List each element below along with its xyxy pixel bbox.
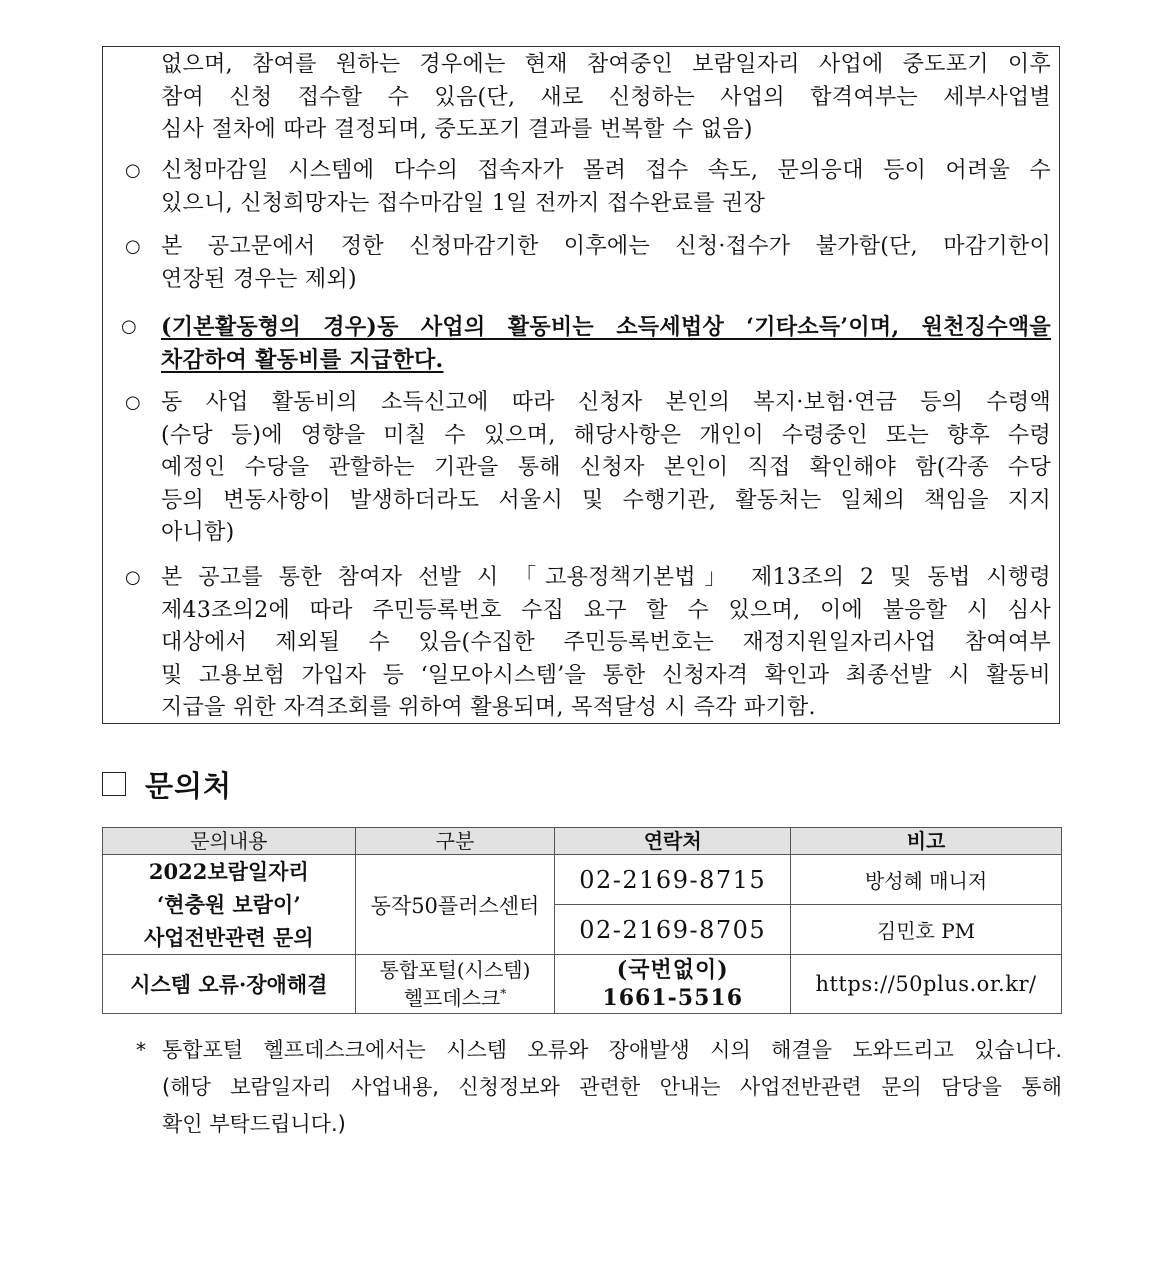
column-header-inquiry: 문의내용 [103,828,356,855]
notice-line: 본 공고를 통한 참여자 선발 시 「고용정책기본법」 제13조의 2 및 동법 시행령 [161,565,1051,590]
contact-table [102,827,1062,1014]
notice-line: 등의 변동사항이 발생하더라도 서울시 및 수행기관, 활동처는 일체의 책임을 지지 [161,487,1051,513]
footnote [136,1032,1066,1143]
notice-line: 동 사업 활동비의 소득신고에 따라 신청자 본인의 복지·보험·연금 등의 수령액 [161,390,1051,415]
inquiry-line: 2022보람일자리 [148,859,309,884]
phone-cell[interactable] [555,955,791,1014]
circle-bullet-icon: ○ [125,567,142,588]
notice-paragraph-deadline-policy [103,231,1061,296]
category-line [356,984,555,1012]
notice-line: 참여 신청 접수할 수 있음(단, 새로 신청하는 사업의 합격여부는 세부사업별 [161,84,1051,110]
website-link[interactable]: https://50plus.or.kr/ [791,955,1062,1014]
note-cell: 방성혜 매니저 [791,855,1062,905]
column-header-note: 비고 [791,828,1062,855]
notice-paragraph-deadline-traffic [103,155,1061,220]
notice-paragraph-resident-number [103,562,1061,725]
circle-bullet-icon: ○ [125,392,142,413]
notice-line: 아니함) [161,520,235,545]
table-row [103,855,1062,905]
notice-line-emphasis: (기본활동형의 경우)동 사업의 활동비는 소득세법상 ‘기타소득’이며, 원천징수액을 [161,314,1051,340]
inquiry-line: 사업전반관련 문의 [144,925,314,950]
notice-line: 지급을 위한 자격조회를 위하여 활용되며, 목적달성 시 즉각 파기함. [161,695,816,720]
notice-line: 예정인 수당을 관할하는 기관을 통해 신청자 본인이 직접 확인해야 함(각종 수당 [161,455,1051,480]
category-text: 헬프데스크 [403,986,501,1010]
section-title: 문의처 [145,768,233,803]
phone-cell[interactable]: 02-2169-8715 [555,855,791,905]
circle-bullet-icon: ○ [125,236,142,257]
table-header-row [103,828,1062,855]
section-heading-contacts [102,766,232,802]
footnote-mark: * [500,986,507,1001]
notice-paragraph-tax-emphasis [103,311,1061,377]
notice-line-emphasis: 차감하여 활동비를 지급한다. [161,346,444,373]
notice-box [102,46,1060,724]
notice-line: (수당 등)에 영향을 미칠 수 있으며, 해당사항은 개인이 수령중인 또는 향후 수령 [161,422,1051,448]
phone-number: 1661-5516 [602,985,743,1011]
notice-line: 있으니, 신청희망자는 접수마감일 1일 전까지 접수완료를 권장 [161,190,766,216]
category-cell: 동작50플러스센터 [355,855,555,955]
notice-line: 연장된 경우는 제외) [161,266,357,292]
notice-line: 본 공고문에서 정한 신청마감기한 이후에는 신청·접수가 불가함(단, 마감기한이 [161,234,1051,259]
notice-line: 대상에서 제외될 수 있음(수집한 주민등록번호는 재정지원일자리사업 참여여부 [161,630,1051,655]
category-line: 통합포털(시스템) [379,958,531,982]
notice-line: 심사 절차에 따라 결정되며, 중도포기 결과를 번복할 수 없음) [161,117,753,142]
inquiry-cell [103,855,356,955]
column-header-category: 구분 [355,828,555,855]
asterisk-icon: * [136,1038,146,1062]
empty-square-icon [102,772,126,796]
inquiry-line: ‘현충원 보람이’ [157,892,301,917]
notice-paragraph-continued [103,49,1061,147]
table-row [103,955,1062,1014]
phone-prefix: (국번없이) [616,957,729,983]
notice-line: 및 고용보험 가입자 등 ‘일모아시스템’을 통한 신청자격 확인과 최종선발 시 활동비 [161,662,1051,688]
phone-cell[interactable]: 02-2169-8705 [555,905,791,955]
circle-bullet-icon: ○ [121,316,138,337]
circle-bullet-icon: ○ [125,160,142,181]
footnote-line: (해당 보람일자리 사업내용, 신청정보와 관련한 안내는 사업전반관련 문의 담당을 통해 [162,1075,1062,1099]
category-cell [355,955,555,1014]
notice-line: 제43조의2에 따라 주민등록번호 수집 요구 할 수 있으며, 이에 불응할 시 심사 [161,597,1051,623]
column-header-contact: 연락처 [555,828,791,855]
notice-line: 신청마감일 시스템에 다수의 접속자가 몰려 접수 속도, 문의응대 등이 어려울 수 [161,158,1051,183]
notice-paragraph-income-report [103,387,1061,550]
note-cell: 김민호 PM [791,905,1062,955]
footnote-line: 통합포털 헬프데스크에서는 시스템 오류와 장애발생 시의 해결을 도와드리고 있습니다. [162,1038,1062,1062]
footnote-line: 확인 부탁드립니다.) [162,1112,346,1136]
inquiry-cell: 시스템 오류·장애해결 [103,955,356,1014]
notice-line: 없으며, 참여를 원하는 경우에는 현재 참여중인 보람일자리 사업에 중도포기 이후 [161,52,1051,77]
